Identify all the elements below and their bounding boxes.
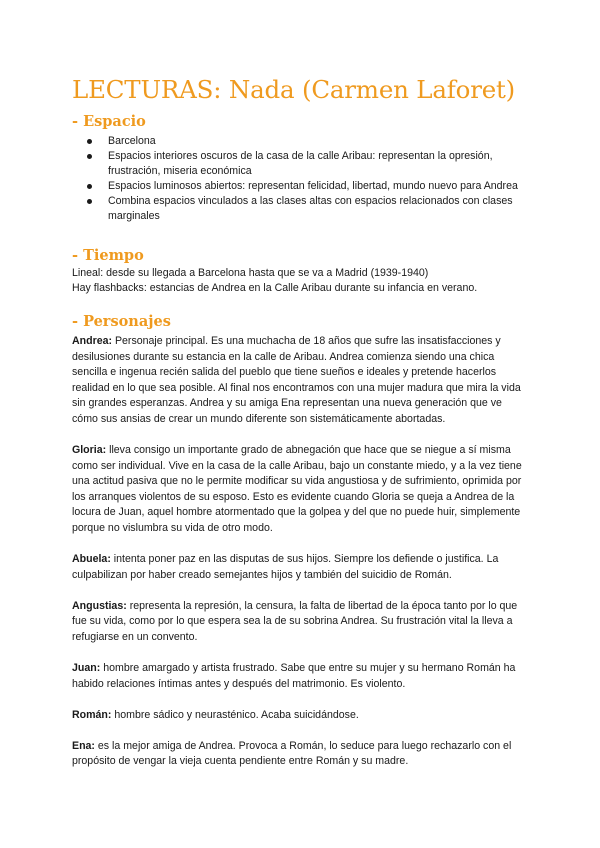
character-name: Ena: xyxy=(72,739,95,752)
list-item xyxy=(72,194,528,224)
character-description: representa la represión, la censura, la falta de libertad de la época tanto por lo que fue su vida, como por lo que espera sea la de su sobrina Andrea. Su frustración vital la lleva a refugiarse en un convento. xyxy=(72,599,518,643)
character-paragraph-juan xyxy=(72,661,528,692)
list-item xyxy=(72,134,528,149)
bullet-icon xyxy=(87,139,92,144)
section-heading-espacio: - Espacio xyxy=(72,113,146,130)
bullet-icon xyxy=(87,184,92,189)
character-paragraph-abuela xyxy=(72,552,528,583)
character-description: lleva consigo un importante grado de abnegación que hace que se niegue a sí misma como ser individual. Vive en la casa de la calle Aribau, bajo un constante miedo, y a la vez tiene una actitud pasiva que no le permite modificar su vida angustiosa y de sufrimiento, oprimida por los arranques violentos de su esposo. Esto es evidente cuando Gloria se queja a Andrea de la locura de Juan, aquel hombre atormentado que la golpea y del que no puede huir, simplemente porque no vislumbra su vida de otro modo. xyxy=(72,444,522,535)
character-name: Gloria: xyxy=(72,444,107,457)
list-item-text: Barcelona xyxy=(108,135,156,147)
character-name: Abuela: xyxy=(72,553,111,566)
list-item xyxy=(72,179,528,194)
character-description: intenta poner paz en las disputas de sus hijos. Siempre los defiende o justifica. La culpabilizan por haber creado semejantes hijos y también del suicidio de Román. xyxy=(72,553,499,581)
document-title: LECTURAS: Nada (Carmen Laforet) xyxy=(72,75,516,104)
character-paragraph-angustias xyxy=(72,599,528,646)
character-paragraph-andrea xyxy=(72,334,528,428)
character-name: Angustias: xyxy=(72,599,127,612)
character-description: es la mejor amiga de Andrea. Provoca a Román, lo seduce para luego rechazarlo con el propósito de vengar la vieja cuenta pendiente entre Román y su madre. xyxy=(72,739,512,768)
character-name: Juan: xyxy=(72,662,101,675)
character-paragraph-ena xyxy=(72,739,528,770)
character-name: Andrea: xyxy=(72,335,113,347)
character-paragraph-gloria xyxy=(72,443,528,537)
section-heading-personajes: - Personajes xyxy=(72,313,171,330)
list-item-text: Combina espacios vinculados a las clases altas con espacios relacionados con clases marginales xyxy=(108,195,513,222)
tiempo-line: Hay flashbacks: estancias de Andrea en la Calle Aribau durante su infancia en verano. xyxy=(72,282,478,294)
character-paragraph-roman xyxy=(72,708,528,724)
character-description: Personaje principal. Es una muchacha de 18 años que sufre las insatisfacciones y desilusiones durante su estancia en la calle de Aribau. Andrea comienza siendo una chica sencilla e ingenua recién salida del pueblo que tiene sueños e ideales y pretende hacerlos realidad en lo que sea posible. Al final nos encontramos con una mujer madura que mira la vida sin grandes esperanzas. Andrea y su amiga Ena representan una nueva generación que ve cómo sus ansias de crear un mundo diferente son sistemáticamente abortadas. xyxy=(72,335,521,425)
character-description: hombre sádico y neurasténico. Acaba suicidándose. xyxy=(111,708,359,721)
list-item xyxy=(72,149,528,179)
bullet-icon xyxy=(87,199,92,204)
section-heading-tiempo: - Tiempo xyxy=(72,247,144,264)
character-name: Román: xyxy=(72,708,112,721)
character-description: hombre amargado y artista frustrado. Sabe que entre su mujer y su hermano Román ha habido relaciones íntimas antes y después del matrimonio. Es violento. xyxy=(72,662,516,690)
espacio-list xyxy=(72,134,528,224)
bullet-icon xyxy=(87,154,92,159)
list-item-text: Espacios luminosos abiertos: representan felicidad, libertad, mundo nuevo para Andrea xyxy=(108,180,518,192)
tiempo-line: Lineal: desde su llegada a Barcelona hasta que se va a Madrid (1939-1940) xyxy=(72,267,429,279)
list-item-text: Espacios interiores oscuros de la casa de la calle Aribau: representan la opresión, frustración, miseria económica xyxy=(108,150,493,177)
